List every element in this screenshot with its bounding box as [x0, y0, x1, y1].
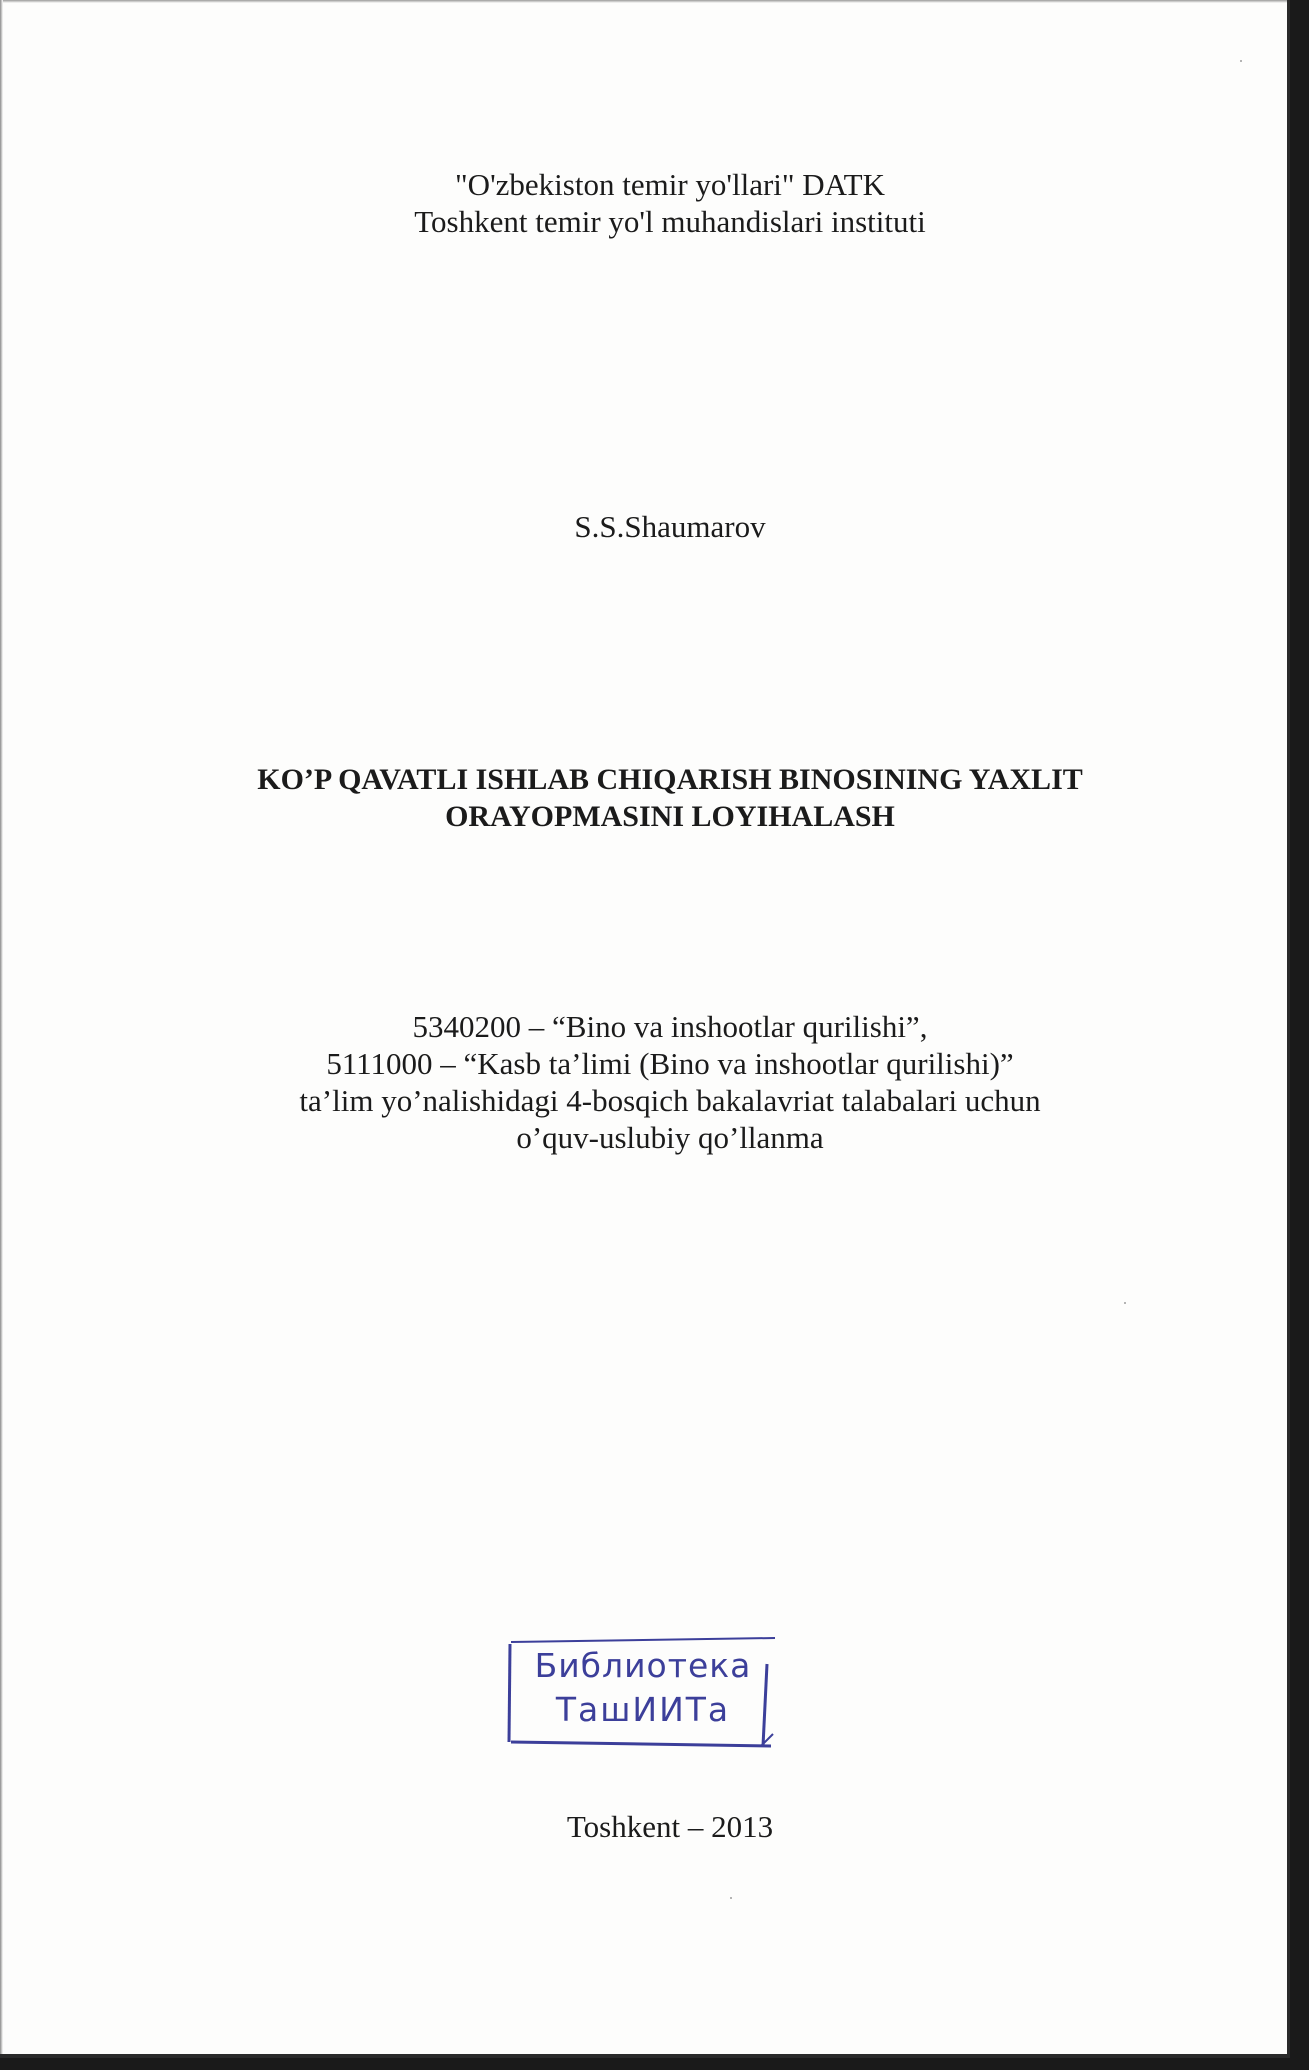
institution-header — [0, 166, 1309, 240]
title-line-2: ORAYOPMASINI LOYIHALASH — [445, 800, 895, 833]
stamp-text-line-1: Библиотека — [534, 1646, 752, 1685]
scan-speck — [730, 1897, 732, 1899]
document-title — [0, 761, 1309, 835]
title-line-1: KO’P QAVATLI ISHLAB CHIQARISH BINOSINING YAXLIT — [257, 763, 1083, 796]
library-stamp — [505, 1634, 781, 1752]
subtitle-line-3: ta’lim yo’nalishidagi 4-bosqich bakalavriat talabalari uchun — [299, 1083, 1041, 1118]
organization-name: "O'zbekiston temir yo'llari" DATK — [455, 167, 885, 202]
city-year: Toshkent – 2013 — [566, 1809, 774, 1844]
scan-speck — [1240, 60, 1242, 62]
author-name: S.S.Shaumarov — [574, 509, 766, 544]
scan-edge — [0, 0, 1287, 3]
document-subtitle — [0, 1008, 1309, 1156]
subtitle-line-4: o’quv-uslubiy qo’llanma — [516, 1120, 824, 1155]
subtitle-line-2: 5111000 – “Kasb ta’limi (Bino va inshootlar qurilishi)” — [326, 1046, 1014, 1081]
subtitle-line-1: 5340200 – “Bino va inshootlar qurilishi”, — [412, 1009, 928, 1044]
stamp-text-line-2: ТашИИТа — [555, 1690, 731, 1729]
scan-speck — [1124, 1302, 1126, 1304]
institute-name: Toshkent temir yo'l muhandislari instituti — [414, 204, 926, 239]
